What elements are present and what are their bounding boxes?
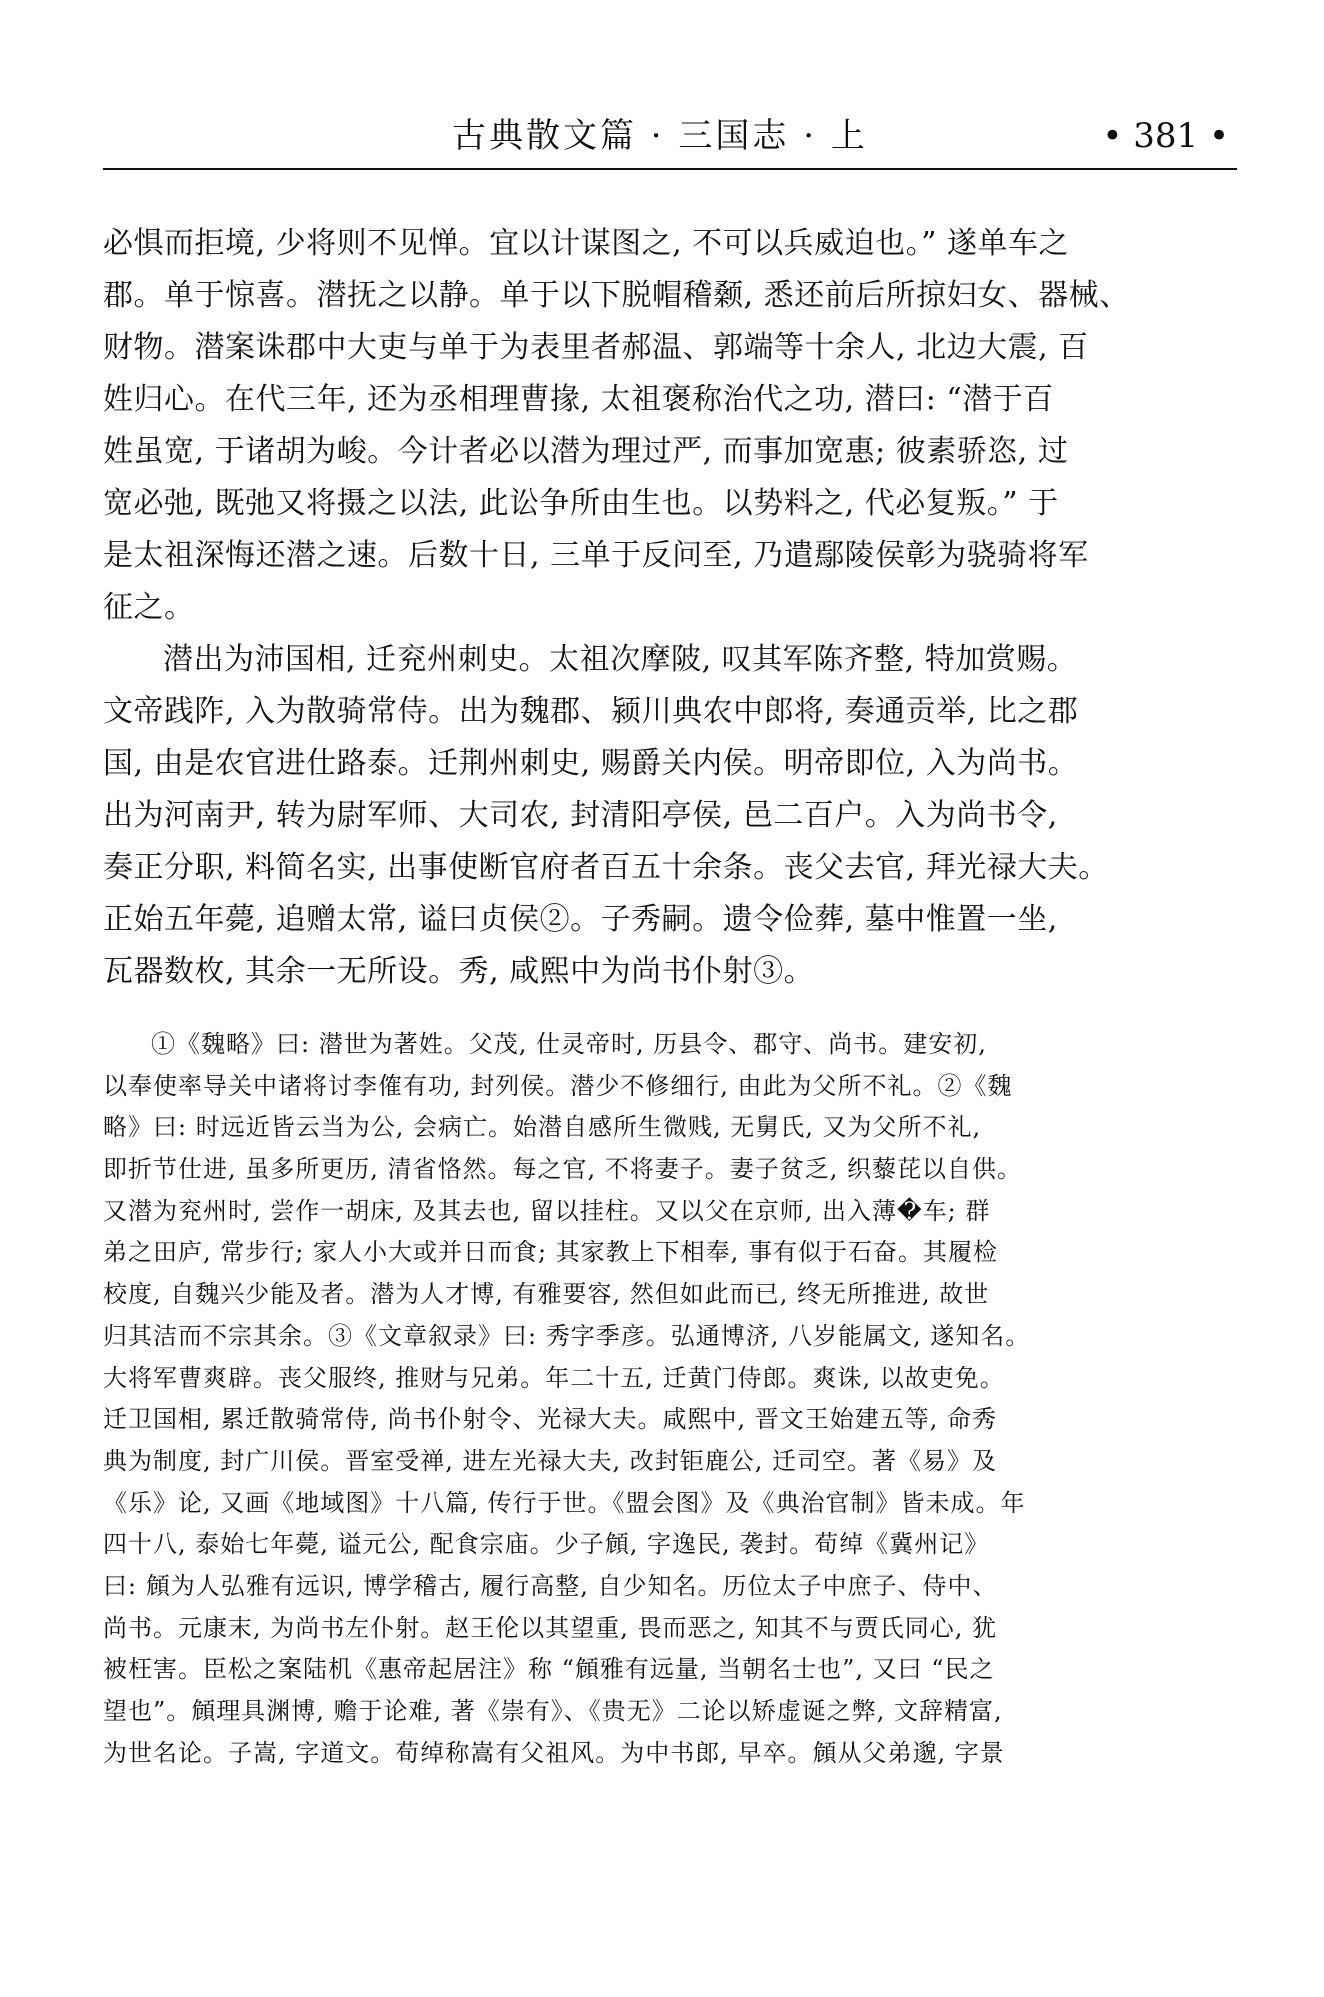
text-line: 正始五年薨, 追赠太常, 谥曰贞侯②。子秀嗣。遗令俭葬, 墓中惟置一坐, — [103, 902, 1058, 937]
text-line: 是太祖深悔还潜之速。后数十日, 三单于反问至, 乃遣鄢陵侯彰为骁骑将军 — [103, 538, 1089, 573]
main-text — [103, 218, 1237, 998]
note-line: 大将军曹爽辟。丧父服终, 推财与兄弟。年二十五, 迁黄门侍郎。爽诛, 以故吏免。 — [103, 1363, 1005, 1392]
note-line: 又潜为兖州时, 尝作一胡床, 及其去也, 留以挂柱。又以父在京师, 出入薄�车; 群 — [103, 1196, 991, 1225]
page-number: • 381 • — [1102, 116, 1229, 156]
running-title: 古典散文篇 · 三国志 · 上 — [452, 116, 868, 156]
text-line: 姓虽宽, 于诸胡为峻。今计者必以潜为理过严, 而事加宽惠; 彼素骄恣, 过 — [103, 434, 1069, 469]
text-line: 瓦器数枚, 其余一无所设。秀, 咸熙中为尚书仆射③。 — [103, 954, 815, 989]
text-line: 出为河南尹, 转为尉军师、大司农, 封清阳亭侯, 邑二百户。入为尚书令, — [103, 798, 1058, 833]
paragraph-start-line: 潜出为沛国相, 迁兖州刺史。太祖次摩陂, 叹其军陈齐整, 特加赏赐。 — [163, 642, 1078, 677]
note-line: 归其洁而不宗其余。③《文章叙录》曰: 秀字季彦。弘通博济, 八岁能属文, 遂知名。 — [103, 1321, 1031, 1350]
text-line: 财物。潜案诛郡中大吏与单于为表里者郝温、郭端等十余人, 北边大震, 百 — [103, 330, 1089, 365]
text-line: 文帝践阼, 入为散骑常侍。出为魏郡、颍川典农中郎将, 奏通贡举, 比之郡 — [103, 694, 1079, 729]
annotation-notes — [103, 1024, 1237, 1774]
text-line: 必惧而拒境, 少将则不见惮。宜以计谋图之, 不可以兵威迫也。” 遂单车之 — [103, 226, 1070, 261]
running-header — [103, 112, 1237, 168]
note-line: 以奉使率导关中诸将讨李傕有功, 封列侯。潜少不修细行, 由此为父所不礼。②《魏 — [103, 1071, 1013, 1100]
text-line: 宽必弛, 既弛又将摄之以法, 此讼争所由生也。以势料之, 代必复叛。” 于 — [103, 486, 1059, 521]
note-line: ①《魏略》曰: 潜世为著姓。父茂, 仕灵帝时, 历县令、郡守、尚书。建安初, — [151, 1030, 987, 1058]
text-line: 奏正分职, 料简名实, 出事使断官府者百五十余条。丧父去官, 拜光禄大夫。 — [103, 850, 1109, 885]
text-line: 征之。 — [103, 590, 195, 625]
text-line: 郡。单于惊喜。潜抚之以静。单于以下脱帽稽颡, 悉还前后所掠妇女、器械、 — [103, 278, 1130, 313]
note-line: 为世名论。子嵩, 字道文。荀绰称嵩有父祖风。为中书郎, 早卒。頠从父弟邈, 字景 — [103, 1738, 1005, 1767]
note-line: 即折节仕进, 虽多所更历, 清省恪然。每之官, 不将妻子。妻子贫乏, 织藜芘以自供。 — [103, 1155, 1023, 1184]
note-line: 《乐》论, 又画《地域图》十八篇, 传行于世。《盟会图》及《典治官制》皆未成。年 — [103, 1488, 1026, 1517]
header-rule — [103, 168, 1237, 170]
note-line: 望也”。頠理具渊博, 赡于论难, 著《崇有》、《贵无》二论以矫虚诞之弊, 文辞精富, — [103, 1697, 1003, 1725]
note-line: 迁卫国相, 累迁散骑常侍, 尚书仆射令、光禄大夫。咸熙中, 晋文王始建五等, 命秀 — [103, 1405, 998, 1434]
text-line: 国, 由是农官进仕路泰。迁荆州刺史, 赐爵关内侯。明帝即位, 入为尚书。 — [103, 746, 1079, 781]
note-line: 弟之田庐, 常步行; 家人小大或并日而食; 其家教上下相奉, 事有似于石奋。其履检 — [103, 1238, 998, 1267]
note-line: 略》曰: 时远近皆云当为公, 会病亡。始潜自感所生微贱, 无舅氏, 又为父所不礼, — [103, 1113, 982, 1142]
note-line: 被枉害。臣松之案陆机《惠帝起居注》称 “頠雅有远量, 当朝名士也”, 又曰 “民之 — [103, 1655, 995, 1684]
text-line: 姓归心。在代三年, 还为丞相理曹掾, 太祖褒称治代之功, 潜曰: “潜于百 — [103, 382, 1054, 417]
note-line: 尚书。元康末, 为尚书左仆射。赵王伦以其望重, 畏而恶之, 知其不与贾氏同心, 犹 — [103, 1613, 998, 1642]
note-line: 四十八, 泰始七年薨, 谥元公, 配食宗庙。少子頠, 字逸民, 袭封。荀绰《冀州记》 — [103, 1530, 990, 1559]
note-line: 校度, 自魏兴少能及者。潜为人才博, 有雅要容, 然但如此而已, 终无所推进, 故世 — [103, 1280, 990, 1309]
note-line: 典为制度, 封广川侯。晋室受禅, 进左光禄大夫, 改封钜鹿公, 迁司空。著《易》及 — [103, 1446, 998, 1475]
note-line: 曰: 頠为人弘雅有远识, 博学稽古, 履行高整, 自少知名。历位太子中庶子、侍中、 — [103, 1571, 998, 1600]
